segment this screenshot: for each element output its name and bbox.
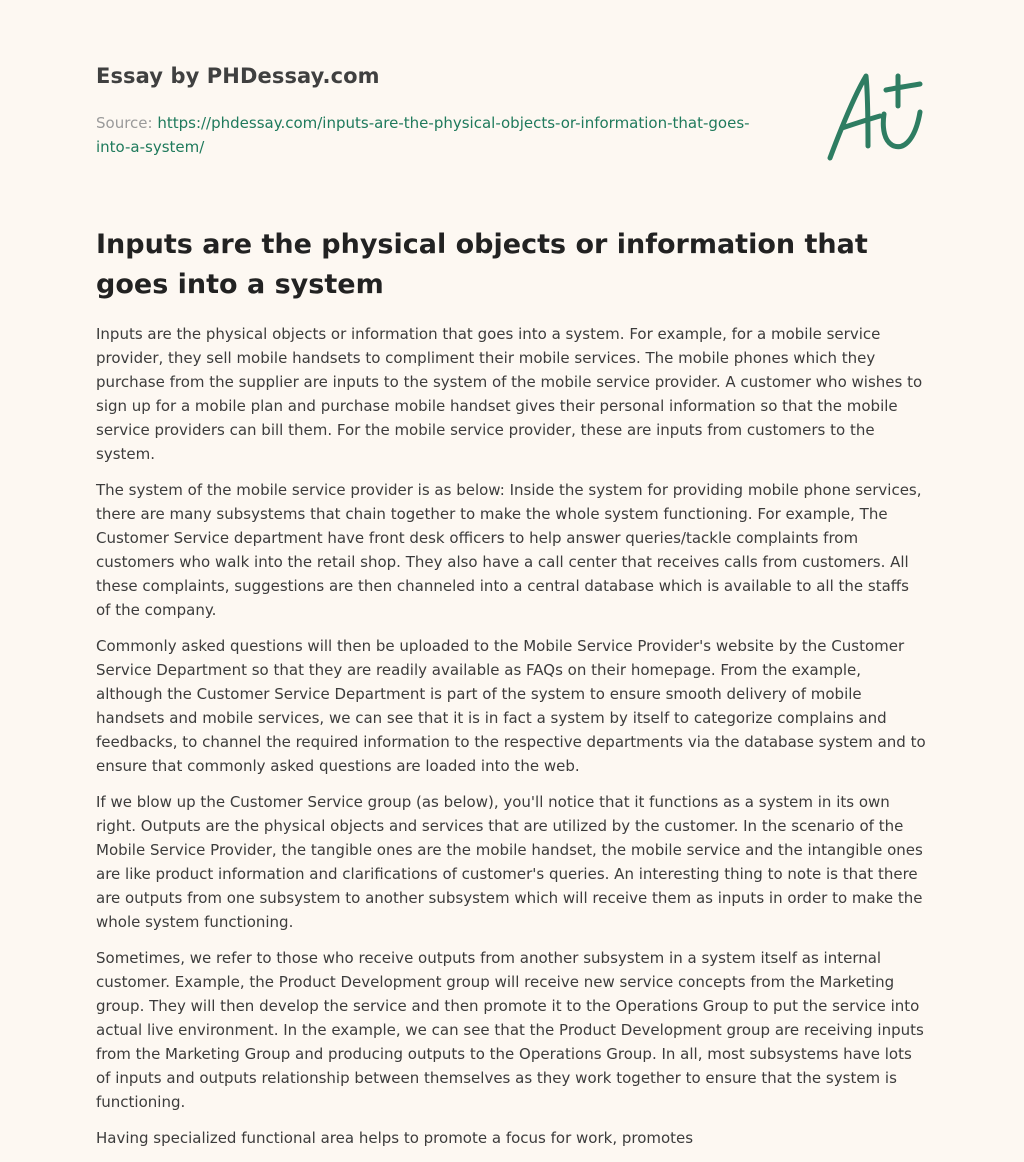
article-title: Inputs are the physical objects or information that goes into a system [96,229,868,300]
paragraph: Commonly asked questions will then be uploaded to the Mobile Service Provider's website by the Customer Service Department so that they are readily available as FAQs on their homepage. From the example, although the Customer Service Department is part of the system to ensure smooth delivery of mobile handsets and mobile services, we can see that it is in fact a system by itself to categorize complains and feedbacks, to channel the required information to the respective departments via the database system and to ensure that commonly asked questions are loaded into the web. [96,637,926,775]
a-plus-logo-icon [822,66,932,166]
source-link[interactable]: https://phdessay.com/inputs-are-the-physical-objects-or-information-that-goes-into-a-system/ [96,114,750,156]
paragraph: If we blow up the Customer Service group (as below), you'll notice that it functions as a system in its own right. Outputs are the physical objects and services that are utilized by the customer. In the scenario of the Mobile Service Provider, the tangible ones are the mobile handset, the mobile service and the intangible ones are like product information and clarifications of customer's queries. An interesting thing to note is that there are outputs from one subsystem to another subsystem which will receive them as inputs in order to make the whole system functioning. [96,793,923,931]
source-label: Source: [96,114,158,132]
site-brand: Essay by PHDessay.com [96,64,380,88]
paragraph: Sometimes, we refer to those who receive outputs from another subsystem in a system itself as internal customer. Example, the Product Development group will receive new service concepts from the Marketing group. They will then develop the service and then promote it to the Operations Group to put the service into actual live environment. In the example, we can see that the Product Development group are receiving inputs from the Marketing Group and producing outputs to the Operations Group. In all, most subsystems have lots of inputs and outputs relationship between themselves as they work together to ensure that the system is functioning. [96,949,924,1111]
paragraph: Inputs are the physical objects or information that goes into a system. For example, for a mobile service provider, they sell mobile handsets to compliment their mobile services. The mobile phones which they purchase from the supplier are inputs to the system of the mobile service provider. A customer who wishes to sign up for a mobile plan and purchase mobile handset gives their personal information so that the mobile service providers can bill them. For the mobile service provider, these are inputs from customers to the system. [96,325,923,463]
paragraph: The system of the mobile service provider is as below: Inside the system for providing mobile phone services, there are many subsystems that chain together to make the whole system functioning. For example, The Customer Service department have front desk officers to help answer queries/tackle complaints from customers who walk into the retail shop. They also have a call center that receives calls from customers. All these complaints, suggestions are then channeled into a central database which is available to all the staffs of the company. [96,481,922,619]
paragraph: Having specialized functional area helps to promote a focus for work, promotes [96,1129,694,1147]
article-body [96,322,928,1162]
source-line [96,111,776,159]
